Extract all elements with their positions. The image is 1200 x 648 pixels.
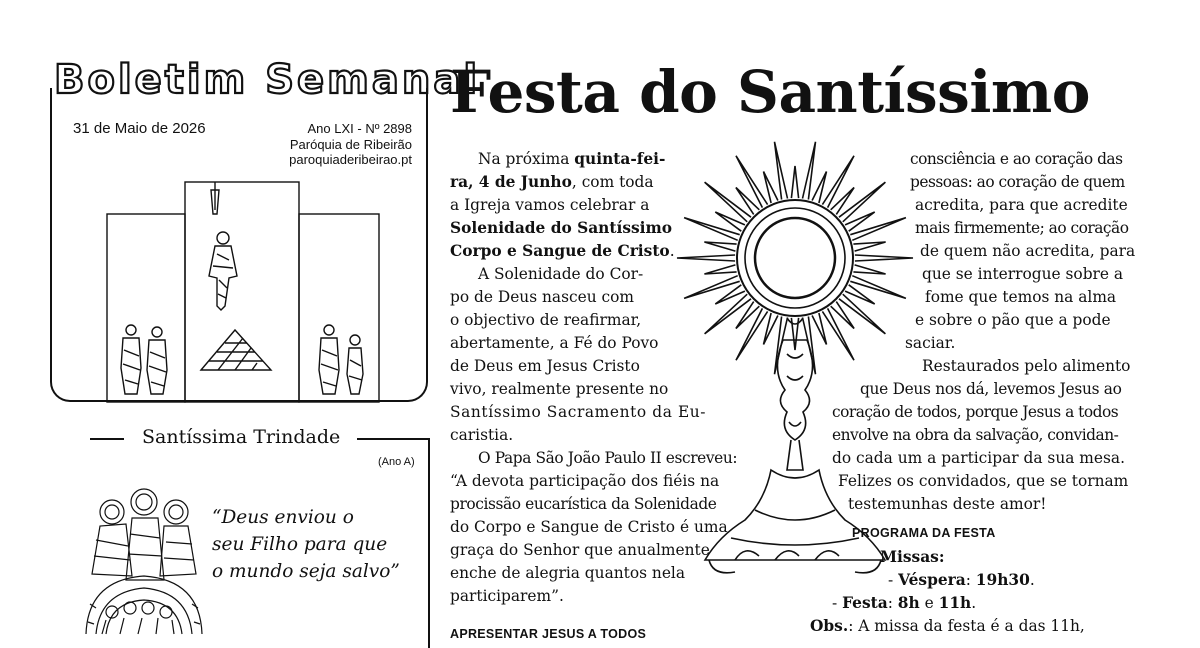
article-title: Festa do Santíssimo xyxy=(450,58,1090,126)
section-frame-line xyxy=(428,438,430,648)
monstrance-ray xyxy=(736,302,759,329)
col2-line-6: que se interrogue sobre a xyxy=(922,265,1124,283)
trinity-illustration xyxy=(82,484,206,634)
liturgical-year-label: (Ano A) xyxy=(378,456,415,468)
section-title-trinity: Santíssima Trindade xyxy=(142,426,341,448)
parish-name: Paróquia de Ribeirão xyxy=(289,137,412,152)
monstrance-ray xyxy=(704,242,736,251)
monstrance-ray xyxy=(736,308,768,360)
issue-number: Ano LXI - Nº 2898 xyxy=(307,121,412,136)
monstrance-ray xyxy=(775,142,788,200)
col1-line-14: O Papa São João Paulo II escreveu: xyxy=(478,449,738,467)
col2-line-12: coração de todos, porque Jesus a todos xyxy=(832,403,1119,421)
col1-line-2: ra, 4 de Junho, com toda xyxy=(450,173,654,191)
col2-line-3: acredita, para que acredite xyxy=(915,196,1128,214)
col2-line-5: de quem não acredita, para xyxy=(920,242,1136,260)
col1-line-10: de Deus em Jesus Cristo xyxy=(450,357,640,375)
col2-line-13: envolve na obra da salvação, convidan- xyxy=(832,426,1119,444)
monstrance-ray xyxy=(812,313,826,345)
program-masses-label: Missas: xyxy=(880,548,945,566)
col1-line-19: enche de alegria quantos nela xyxy=(450,564,686,582)
col1-line-15: “A devota participação dos fiéis na xyxy=(450,472,720,490)
col2-line-4: mais firmemente; ao coração xyxy=(915,219,1129,237)
col1-line-17: do Corpo e Sangue de Cristo é uma xyxy=(450,518,728,536)
quote-line-1: “Deus enviou o xyxy=(212,507,354,528)
monstrance-ray xyxy=(803,142,816,200)
col1-line-7: po de Deus nasceu com xyxy=(450,288,635,306)
monstrance-ray xyxy=(853,242,885,251)
quote-line-3: o mundo seja salvo” xyxy=(212,561,400,582)
monstrance-ray xyxy=(850,276,906,299)
col1-line-5: Corpo e Sangue de Cristo. xyxy=(450,242,675,260)
monstrance-ray xyxy=(684,218,740,241)
monstrance-ray xyxy=(677,255,735,261)
monstrance-ray xyxy=(839,294,885,334)
col2-line-7: fome que temos na alma xyxy=(925,288,1117,306)
monstrance-ray xyxy=(736,188,759,215)
col1-line-12: Santíssimo Sacramento da Eu- xyxy=(450,403,707,421)
issue-date: 31 de Maio de 2026 xyxy=(73,120,206,137)
monstrance-ray xyxy=(822,308,854,360)
col1-line-16: procissão eucarística da Solenidade xyxy=(450,495,717,513)
monstrance-ray xyxy=(812,172,826,204)
quote-line-2: seu Filho para que xyxy=(212,534,388,555)
col1-line-1: Na próxima quinta-fei- xyxy=(478,150,666,168)
program-obs: Obs.: A missa da festa é a das 11h, xyxy=(810,617,1085,635)
program-festa: - Festa: 8h e 11h. xyxy=(832,594,977,612)
monstrance-ray xyxy=(791,166,798,198)
col1-line-18: graça do Senhor que anualmente xyxy=(450,541,710,559)
col1-line-4: Solenidade do Santíssimo xyxy=(450,219,673,237)
brand-text: Boletim Semanal xyxy=(54,57,481,103)
monstrance-ray xyxy=(705,182,751,222)
monstrance-ray xyxy=(831,302,854,329)
church-altar-illustration xyxy=(105,180,385,402)
parish-website: paroquiaderibeirao.pt xyxy=(289,152,412,167)
col2-line-8: e sobre o pão que a pode xyxy=(915,311,1111,329)
monstrance-ray xyxy=(736,156,768,208)
monstrance-ray xyxy=(850,218,906,241)
col2-line-10: Restaurados pelo alimento xyxy=(922,357,1131,375)
monstrance-ray xyxy=(764,172,778,204)
col2-line-15: Felizes os convidados, que se tornam xyxy=(838,472,1129,490)
monstrance-ray xyxy=(705,294,751,334)
monstrance-ray xyxy=(839,182,885,222)
monstrance-ray xyxy=(704,265,736,274)
monstrance-ray xyxy=(853,265,885,274)
col1-line-8: o objectivo de reafirmar, xyxy=(450,311,642,329)
program-vespera: - Véspera: 19h30. xyxy=(888,571,1035,589)
monstrance-ray xyxy=(822,156,854,208)
section-rule-left xyxy=(90,438,124,440)
program-heading: PROGRAMA DA FESTA xyxy=(852,526,996,540)
col2-line-9: saciar. xyxy=(905,334,956,352)
monstrance-ray xyxy=(855,255,913,261)
col2-line-11: que Deus nos dá, levemos Jesus ao xyxy=(860,380,1122,398)
col1-line-9: abertamente, a Fé do Povo xyxy=(450,334,659,352)
monstrance-ray xyxy=(684,276,740,299)
col2-line-1: consciência e ao coração das xyxy=(910,150,1123,168)
col2-line-2: pessoas: ao coração de quem xyxy=(910,173,1125,191)
col1-subheading: APRESENTAR JESUS A TODOS xyxy=(450,627,647,641)
monstrance-ray xyxy=(764,313,778,345)
monstrance-ray xyxy=(831,188,854,215)
col1-line-11: vivo, realmente presente no xyxy=(450,380,669,398)
col1-line-13: caristia. xyxy=(450,426,514,444)
section-rule-right xyxy=(357,438,429,440)
col1-line-20: participarem”. xyxy=(450,587,564,605)
col2-line-16: testemunhas deste amor! xyxy=(848,495,1047,513)
col1-line-6: A Solenidade do Cor- xyxy=(478,265,644,283)
col2-line-14: do cada um a participar da sua mesa. xyxy=(832,449,1125,467)
col1-line-3: a Igreja vamos celebrar a xyxy=(450,196,650,214)
